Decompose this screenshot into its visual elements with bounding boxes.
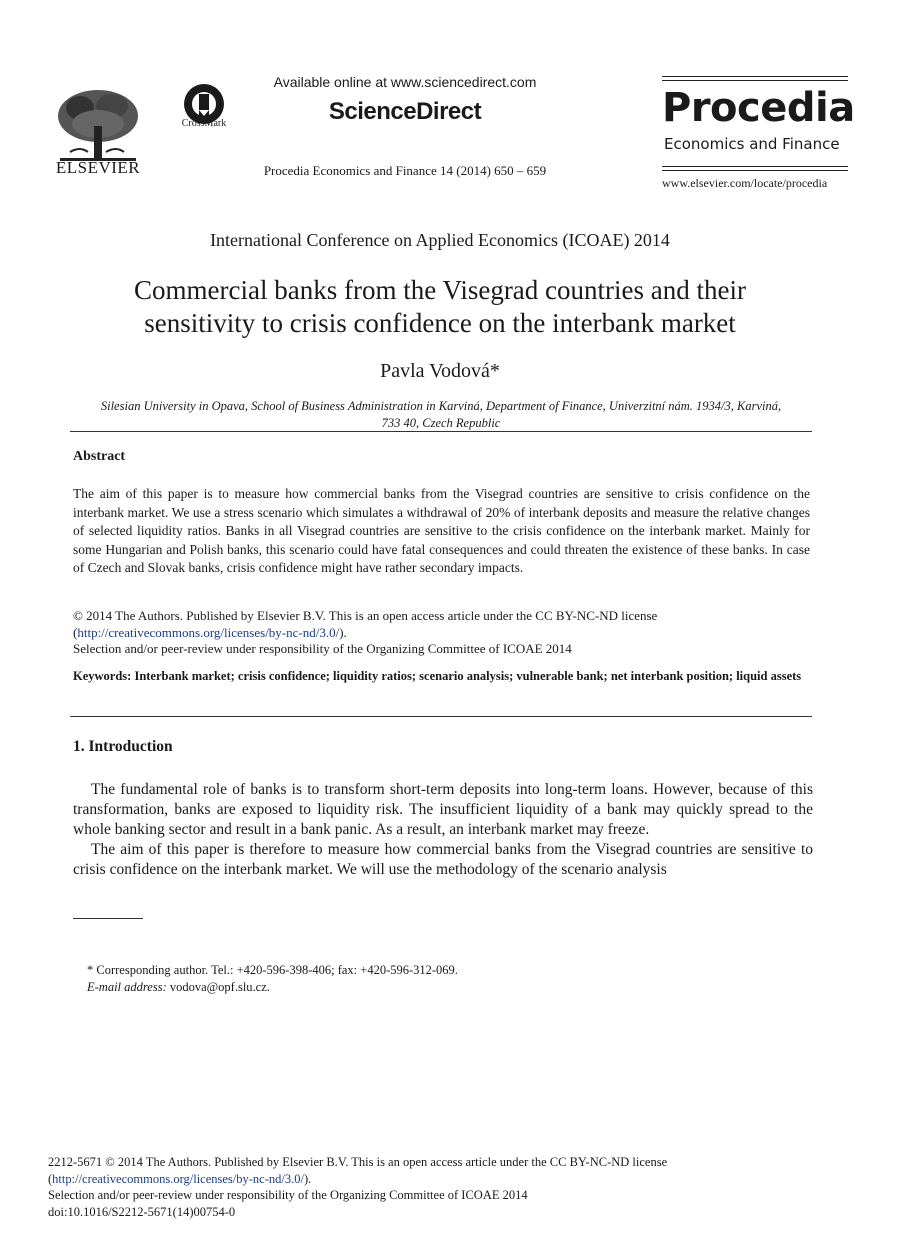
intro-paragraph-1: The fundamental role of banks is to transform short-term deposits into long-term loans. However, because of this transformation, banks are exposed to liquidity risk. The insufficient liquidity of a bank may quickly spread to the whole banking sector and result in a bank panic. As a result, an interbank market may freeze. xyxy=(73,781,813,838)
affiliation-line-1: Silesian University in Opava, School of Business Administration in Karviná, Department of Finance, Univerzitní nám. 1934/3, Karviná, xyxy=(100,399,782,413)
abstract-bottom-rule xyxy=(70,716,812,717)
intro-paragraph-2: The aim of this paper is therefore to measure how commercial banks from the Visegrad countries are sensitive to crisis confidence on the interbank market. We will use the methodology of the scenario analysis xyxy=(73,841,813,878)
abstract-text: The aim of this paper is to measure how commercial banks from the Visegrad countries are sensitive to crisis confidence on the interbank market. We use a stress scenario which simulates a withdrawal of 20% of interbank deposits and measure the relative changes of selected liquidity ratios. Banks in all Visegrad countries are sensitive to the crisis confidence on the interbank market. Mainly for some Hungarian and Polish banks, this scenario could have fatal consequences and could threaten the existence of these banks. In case of Czech and Slovak banks, crisis confidence might have rather secondary impacts. xyxy=(73,486,810,575)
journal-citation: Procedia Economics and Finance 14 (2014) 650 – 659 xyxy=(263,163,547,178)
license-line xyxy=(73,625,810,642)
email-address[interactable]: vodova@opf.slu.cz. xyxy=(166,980,270,994)
procedia-subtitle: Economics and Finance xyxy=(664,135,840,153)
license-block xyxy=(73,608,810,658)
bottom-license-link[interactable]: http://creativecommons.org/licenses/by-nc-nd/3.0/ xyxy=(52,1171,304,1186)
procedia-bottom-rule xyxy=(662,166,848,167)
review-line: Selection and/or peer-review under responsibility of the Organizing Committee of ICOAE 2014 xyxy=(73,641,572,656)
procedia-bottom-rule-2 xyxy=(662,170,848,171)
procedia-logo: Procedia xyxy=(662,85,855,131)
paper-title xyxy=(60,274,820,340)
affiliation-line-2: 733 40, Czech Republic xyxy=(381,416,501,430)
procedia-top-rule-2 xyxy=(662,80,848,81)
issn-line: 2212-5671 © 2014 The Authors. Published by Elsevier B.V. This is an open access article under the CC BY-NC-ND license xyxy=(48,1155,668,1169)
sciencedirect-logo: ScienceDirect xyxy=(328,98,482,125)
procedia-url[interactable]: www.elsevier.com/locate/procedia xyxy=(662,176,828,190)
bottom-license-line xyxy=(48,1171,848,1188)
email-line xyxy=(87,979,787,996)
keywords: Keywords: Interbank market; crisis confidence; liquidity ratios; scenario analysis; vulnerable bank; net interbank position; liquid assets xyxy=(73,669,802,683)
abstract-heading: Abstract xyxy=(73,449,126,464)
license-close: ). xyxy=(339,624,347,640)
available-online: Available online at www.sciencedirect.com xyxy=(273,74,537,90)
author-name: Pavla Vodová* xyxy=(380,360,500,382)
footnote xyxy=(87,962,787,996)
title-line-1: Commercial banks from the Visegrad countries and their xyxy=(134,275,746,305)
doi-line[interactable]: doi:10.1016/S2212-5671(14)00754-0 xyxy=(48,1204,236,1219)
bottom-close: ). xyxy=(303,1171,312,1186)
license-link[interactable]: http://creativecommons.org/licenses/by-nc-nd/3.0/ xyxy=(77,624,340,640)
corresponding-author: * Corresponding author. Tel.: +420-596-398-406; fax: +420-596-312-069. xyxy=(87,963,458,977)
bottom-review-line: Selection and/or peer-review under responsibility of the Organizing Committee of ICOAE 2014 xyxy=(48,1188,528,1202)
publisher-name: ELSEVIER xyxy=(55,158,141,177)
abstract-top-rule xyxy=(70,431,812,432)
bottom-open: ( xyxy=(48,1171,53,1186)
footnote-rule xyxy=(73,918,143,919)
procedia-top-rule xyxy=(662,76,848,77)
crossmark-label: CrossMark xyxy=(181,118,227,129)
title-line-2: sensitivity to crisis confidence on the interbank market xyxy=(144,308,736,338)
introduction-body xyxy=(73,780,813,880)
bottom-license xyxy=(48,1154,848,1220)
conference-name: International Conference on Applied Economics (ICOAE) 2014 xyxy=(210,230,670,250)
section-heading-introduction: 1. Introduction xyxy=(73,738,173,755)
license-open: ( xyxy=(73,624,78,640)
email-label: E-mail address: xyxy=(87,980,167,994)
copyright-line: © 2014 The Authors. Published by Elsevier B.V. This is an open access article under the CC BY-NC-ND license xyxy=(73,608,658,623)
affiliation xyxy=(72,398,810,432)
